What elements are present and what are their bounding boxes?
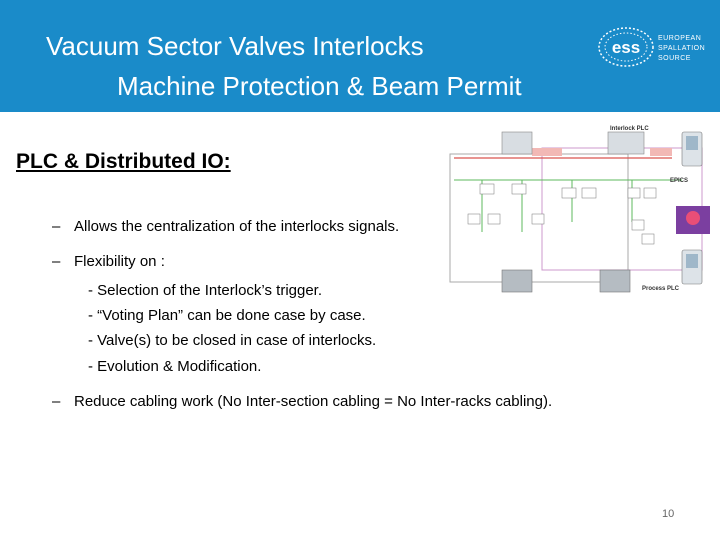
bullet-text: Allows the centralization of the interlocks signals. <box>74 218 400 235</box>
bullet-item <box>52 393 552 410</box>
epics-icon-circle <box>686 211 700 225</box>
page-number: 10 <box>662 508 675 520</box>
slide-title-line-2: Machine Protection & Beam Permit <box>117 71 522 101</box>
ess-logo-icon <box>596 24 656 70</box>
logo-line-2: SPALLATION <box>658 45 706 52</box>
io-rack <box>502 270 532 292</box>
logo-mark: ess <box>611 38 641 57</box>
sub-item: - Selection of the Interlock’s trigger. <box>88 282 323 299</box>
bullet-item <box>52 253 165 270</box>
logo-line-1: EUROPEAN <box>658 35 702 42</box>
red-tag <box>532 148 562 156</box>
bullet-dash: – <box>52 393 61 410</box>
process-plc-label: Process PLC <box>642 286 680 292</box>
process-plc-rack <box>600 270 630 292</box>
section-title: PLC & Distributed IO: <box>16 150 231 173</box>
interlock-plc-label: Interlock PLC <box>610 126 649 132</box>
logo-wordmark <box>658 34 705 64</box>
sub-item: - Valve(s) to be closed in case of interlocks. <box>88 332 377 349</box>
slide-title-line-1: Vacuum Sector Valves Interlocks <box>46 31 424 61</box>
plc-rack <box>608 132 644 154</box>
hmi-screen <box>686 254 698 268</box>
bullet-text: Flexibility on : <box>74 253 165 270</box>
red-tag <box>650 148 672 156</box>
bullet-text: Reduce cabling work (No Inter-section cabling = No Inter-racks cabling). <box>74 393 553 410</box>
title-banner <box>0 0 720 112</box>
sub-item: - “Voting Plan” can be done case by case. <box>88 307 366 324</box>
logo-line-3: SOURCE <box>658 55 691 62</box>
plc-rack <box>502 132 532 154</box>
bullet-item <box>52 218 399 235</box>
ess-logo <box>596 24 706 70</box>
hmi-screen <box>686 136 698 150</box>
architecture-diagram <box>432 122 716 302</box>
bullet-dash: – <box>52 253 61 270</box>
bullet-dash: – <box>52 218 61 235</box>
epics-label: EPICS <box>670 178 689 184</box>
sub-item: - Evolution & Modification. <box>88 358 262 375</box>
